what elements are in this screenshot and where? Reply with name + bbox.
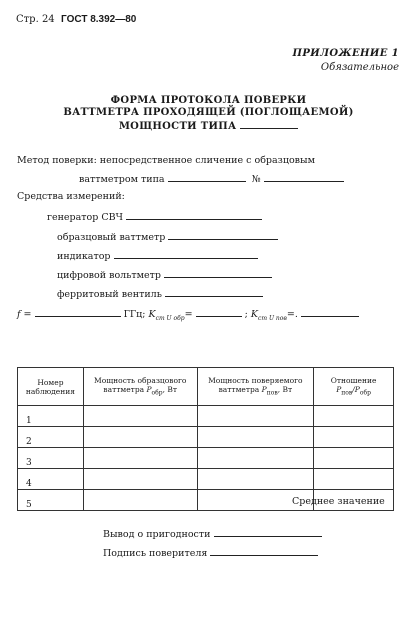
instrument-indicator-label: индикатор [57, 251, 111, 262]
k-test-equals: =. [286, 309, 298, 320]
appendix-title: ПРИЛОЖЕНИЕ 1 [292, 48, 399, 59]
k-ref-blank [196, 307, 242, 317]
header-ratio [314, 368, 394, 406]
table-cell [197, 469, 314, 490]
number-sign: № [251, 174, 261, 185]
k-ref-equals: = [184, 309, 193, 320]
header-col2-line2a: ваттметра [103, 384, 145, 394]
form-title-line-1: ФОРМА ПРОТОКОЛА ПОВЕРКИ [110, 95, 307, 106]
form-title-line-3 [0, 119, 417, 133]
header-col2-unit: , Вт [162, 384, 178, 394]
signature-label: Подпись поверителя [103, 548, 208, 559]
table-row [18, 469, 394, 490]
signature-line [103, 546, 318, 559]
conclusion-label: Вывод о пригодности [103, 529, 211, 540]
method-label: Метод поверки: непосредственное сличение с образцовым [17, 155, 315, 166]
instrument-reference-wattmeter [57, 230, 278, 243]
header-col3-line2a: ваттметра [218, 384, 260, 394]
header-col2-sub: обр [151, 389, 163, 397]
row-number: 2 [18, 427, 84, 448]
instrument-generator-blank [126, 210, 262, 220]
table-row [18, 427, 394, 448]
page-number: Стр. 24 [16, 14, 55, 25]
table-row [18, 406, 394, 427]
form-title [0, 95, 417, 133]
k-test-symbol: K [250, 309, 259, 320]
table-cell [314, 406, 394, 427]
instrument-voltmeter [57, 268, 272, 281]
table-row [18, 448, 394, 469]
instrument-voltmeter-label: цифровой вольтметр [57, 270, 161, 281]
table-cell [314, 427, 394, 448]
ghz-label: ГГц; [123, 309, 146, 320]
appendix-block [293, 47, 399, 75]
header-col3-unit: , Вт [277, 384, 293, 394]
type-blank-line [240, 119, 298, 129]
header-col4-symbol1: P [336, 384, 342, 394]
wattmeter-type-label: ваттметром типа [79, 174, 165, 185]
protocol-table [17, 367, 394, 511]
header-col4-sub1: пов [341, 389, 353, 397]
table-cell [83, 427, 197, 448]
form-title-line-3-text: МОЩНОСТИ ТИПА [118, 121, 237, 132]
gost-number: ГОСТ 8.392—80 [61, 14, 137, 25]
table-cell [314, 469, 394, 490]
params-semicolon: ; [244, 309, 248, 320]
header-observation-number [18, 368, 84, 406]
header-col2-symbol: P [146, 384, 152, 394]
k-test-subscript: ст U пов [258, 314, 287, 322]
conclusion-blank [214, 527, 322, 537]
table-cell [314, 448, 394, 469]
average-value-label: Среднее значение [292, 496, 385, 507]
signature-blank [210, 546, 318, 556]
instrument-indicator-blank [114, 249, 258, 259]
frequency-label: f = [17, 309, 32, 320]
instrument-ferrite-isolator-blank [165, 287, 263, 297]
table-cell [83, 469, 197, 490]
row-number: 1 [18, 406, 84, 427]
instruments-label: Средства измерений: [17, 191, 125, 202]
row-number: 4 [18, 469, 84, 490]
header-col2-line1: Мощность образцового [94, 375, 187, 385]
serial-number-blank [264, 172, 344, 182]
header-col3-symbol: P [261, 384, 267, 394]
header-col4-symbol2: /P [352, 384, 360, 394]
header-col4-sub2: обр [359, 389, 371, 397]
row-number: 5 [18, 490, 84, 511]
instrument-generator [47, 210, 262, 223]
appendix-note: Обязательное [320, 62, 399, 73]
conclusion-line [103, 527, 322, 540]
k-ref-subscript: ст U обр [155, 314, 185, 322]
instrument-reference-wattmeter-blank [168, 230, 278, 240]
table-cell [197, 427, 314, 448]
header-tested-power [197, 368, 314, 406]
instrument-ferrite-isolator [57, 287, 263, 300]
wattmeter-type-blank [168, 172, 246, 182]
header-col1-line2: наблюдения [25, 386, 75, 396]
table-cell [197, 406, 314, 427]
header-reference-power [83, 368, 197, 406]
table-cell [83, 406, 197, 427]
form-title-line-2: ВАТТМЕТРА ПРОХОДЯЩЕЙ (ПОГЛОЩАЕМОЙ) [63, 107, 354, 118]
k-test-blank [301, 307, 359, 317]
header-col1-line1: Номер [37, 377, 64, 387]
table-cell [197, 448, 314, 469]
instrument-voltmeter-blank [164, 268, 272, 278]
page-header [16, 14, 136, 25]
table-header-row [18, 368, 394, 406]
instrument-generator-label: генератор СВЧ [47, 212, 123, 223]
header-col4-line1: Отношение [330, 375, 377, 385]
header-col3-sub: пов [266, 389, 278, 397]
parameters-line [17, 307, 359, 322]
instrument-reference-wattmeter-label: образцовый ваттметр [57, 232, 166, 243]
row-number: 3 [18, 448, 84, 469]
method-line-2 [79, 172, 344, 185]
instrument-ferrite-isolator-label: ферритовый вентиль [57, 289, 162, 300]
table-cell [83, 490, 197, 511]
frequency-blank [35, 307, 121, 317]
table-cell [83, 448, 197, 469]
header-col3-line1: Мощность поверяемого [208, 375, 303, 385]
instrument-indicator [57, 249, 258, 262]
k-ref-symbol: K [148, 309, 156, 320]
